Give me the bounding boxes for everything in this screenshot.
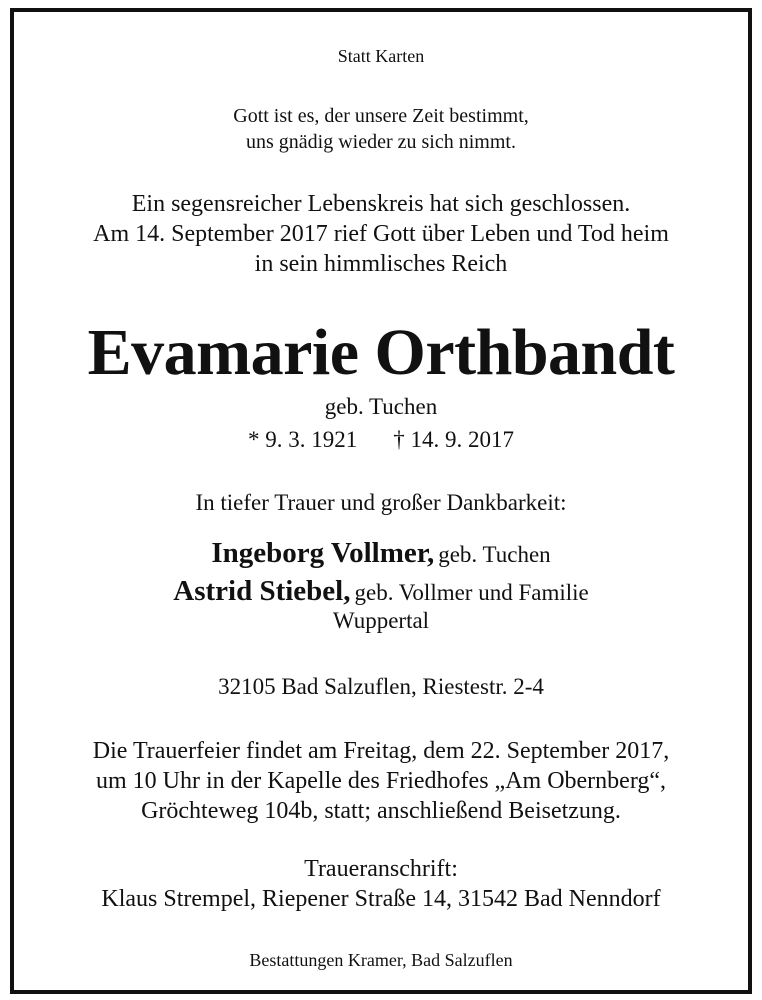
condolence-contact: Klaus Strempel, Riepener Straße 14, 31542 Bad Nenndorf xyxy=(101,886,661,912)
condolence-address xyxy=(14,854,748,914)
notice-header: Statt Karten xyxy=(337,46,425,66)
mourner-note: geb. Tuchen xyxy=(438,542,551,567)
ceremony-line: Die Trauerfeier findet am Freitag, dem 22. September 2017, xyxy=(92,738,670,764)
intro-line: Ein segensreicher Lebenskreis hat sich geschlossen. xyxy=(131,191,631,217)
ceremony-line: um 10 Uhr in der Kapelle des Friedhofes „Am Obernberg“, xyxy=(95,768,667,794)
mourner-name: Astrid Stiebel, xyxy=(173,575,351,607)
ceremony-details xyxy=(14,736,748,826)
mourner-name: Ingeborg Vollmer, xyxy=(211,537,435,569)
intro-line: in sein himmlisches Reich xyxy=(254,251,508,277)
family-address: 32105 Bad Salzuflen, Riestestr. 2-4 xyxy=(218,674,544,699)
deceased-name: Evamarie Orthbandt xyxy=(87,316,675,389)
intro-text xyxy=(14,189,748,279)
mourner-note: geb. Vollmer und Familie xyxy=(354,580,589,605)
deceased-birth-name: geb. Tuchen xyxy=(324,394,438,419)
death-date: † 14. 9. 2017 xyxy=(393,427,514,452)
mourners-intro: In tiefer Trauer und großer Dankbarkeit: xyxy=(195,490,567,515)
intro-line: Am 14. September 2017 rief Gott über Leben und Tod heim xyxy=(93,221,669,247)
verse xyxy=(14,103,748,155)
mourner-entry xyxy=(14,536,748,575)
verse-line: uns gnädig wieder zu sich nimmt. xyxy=(246,131,516,153)
birth-date: * 9. 3. 1921 xyxy=(248,427,358,452)
condolence-label: Traueranschrift: xyxy=(304,856,458,882)
mourners-city: Wuppertal xyxy=(332,608,430,633)
verse-line: Gott ist es, der unsere Zeit bestimmt, xyxy=(233,105,529,127)
ceremony-line: Gröchteweg 104b, statt; anschließend Beisetzung. xyxy=(141,798,621,824)
life-dates xyxy=(14,425,748,455)
funeral-home: Bestattungen Kramer, Bad Salzuflen xyxy=(249,950,513,970)
